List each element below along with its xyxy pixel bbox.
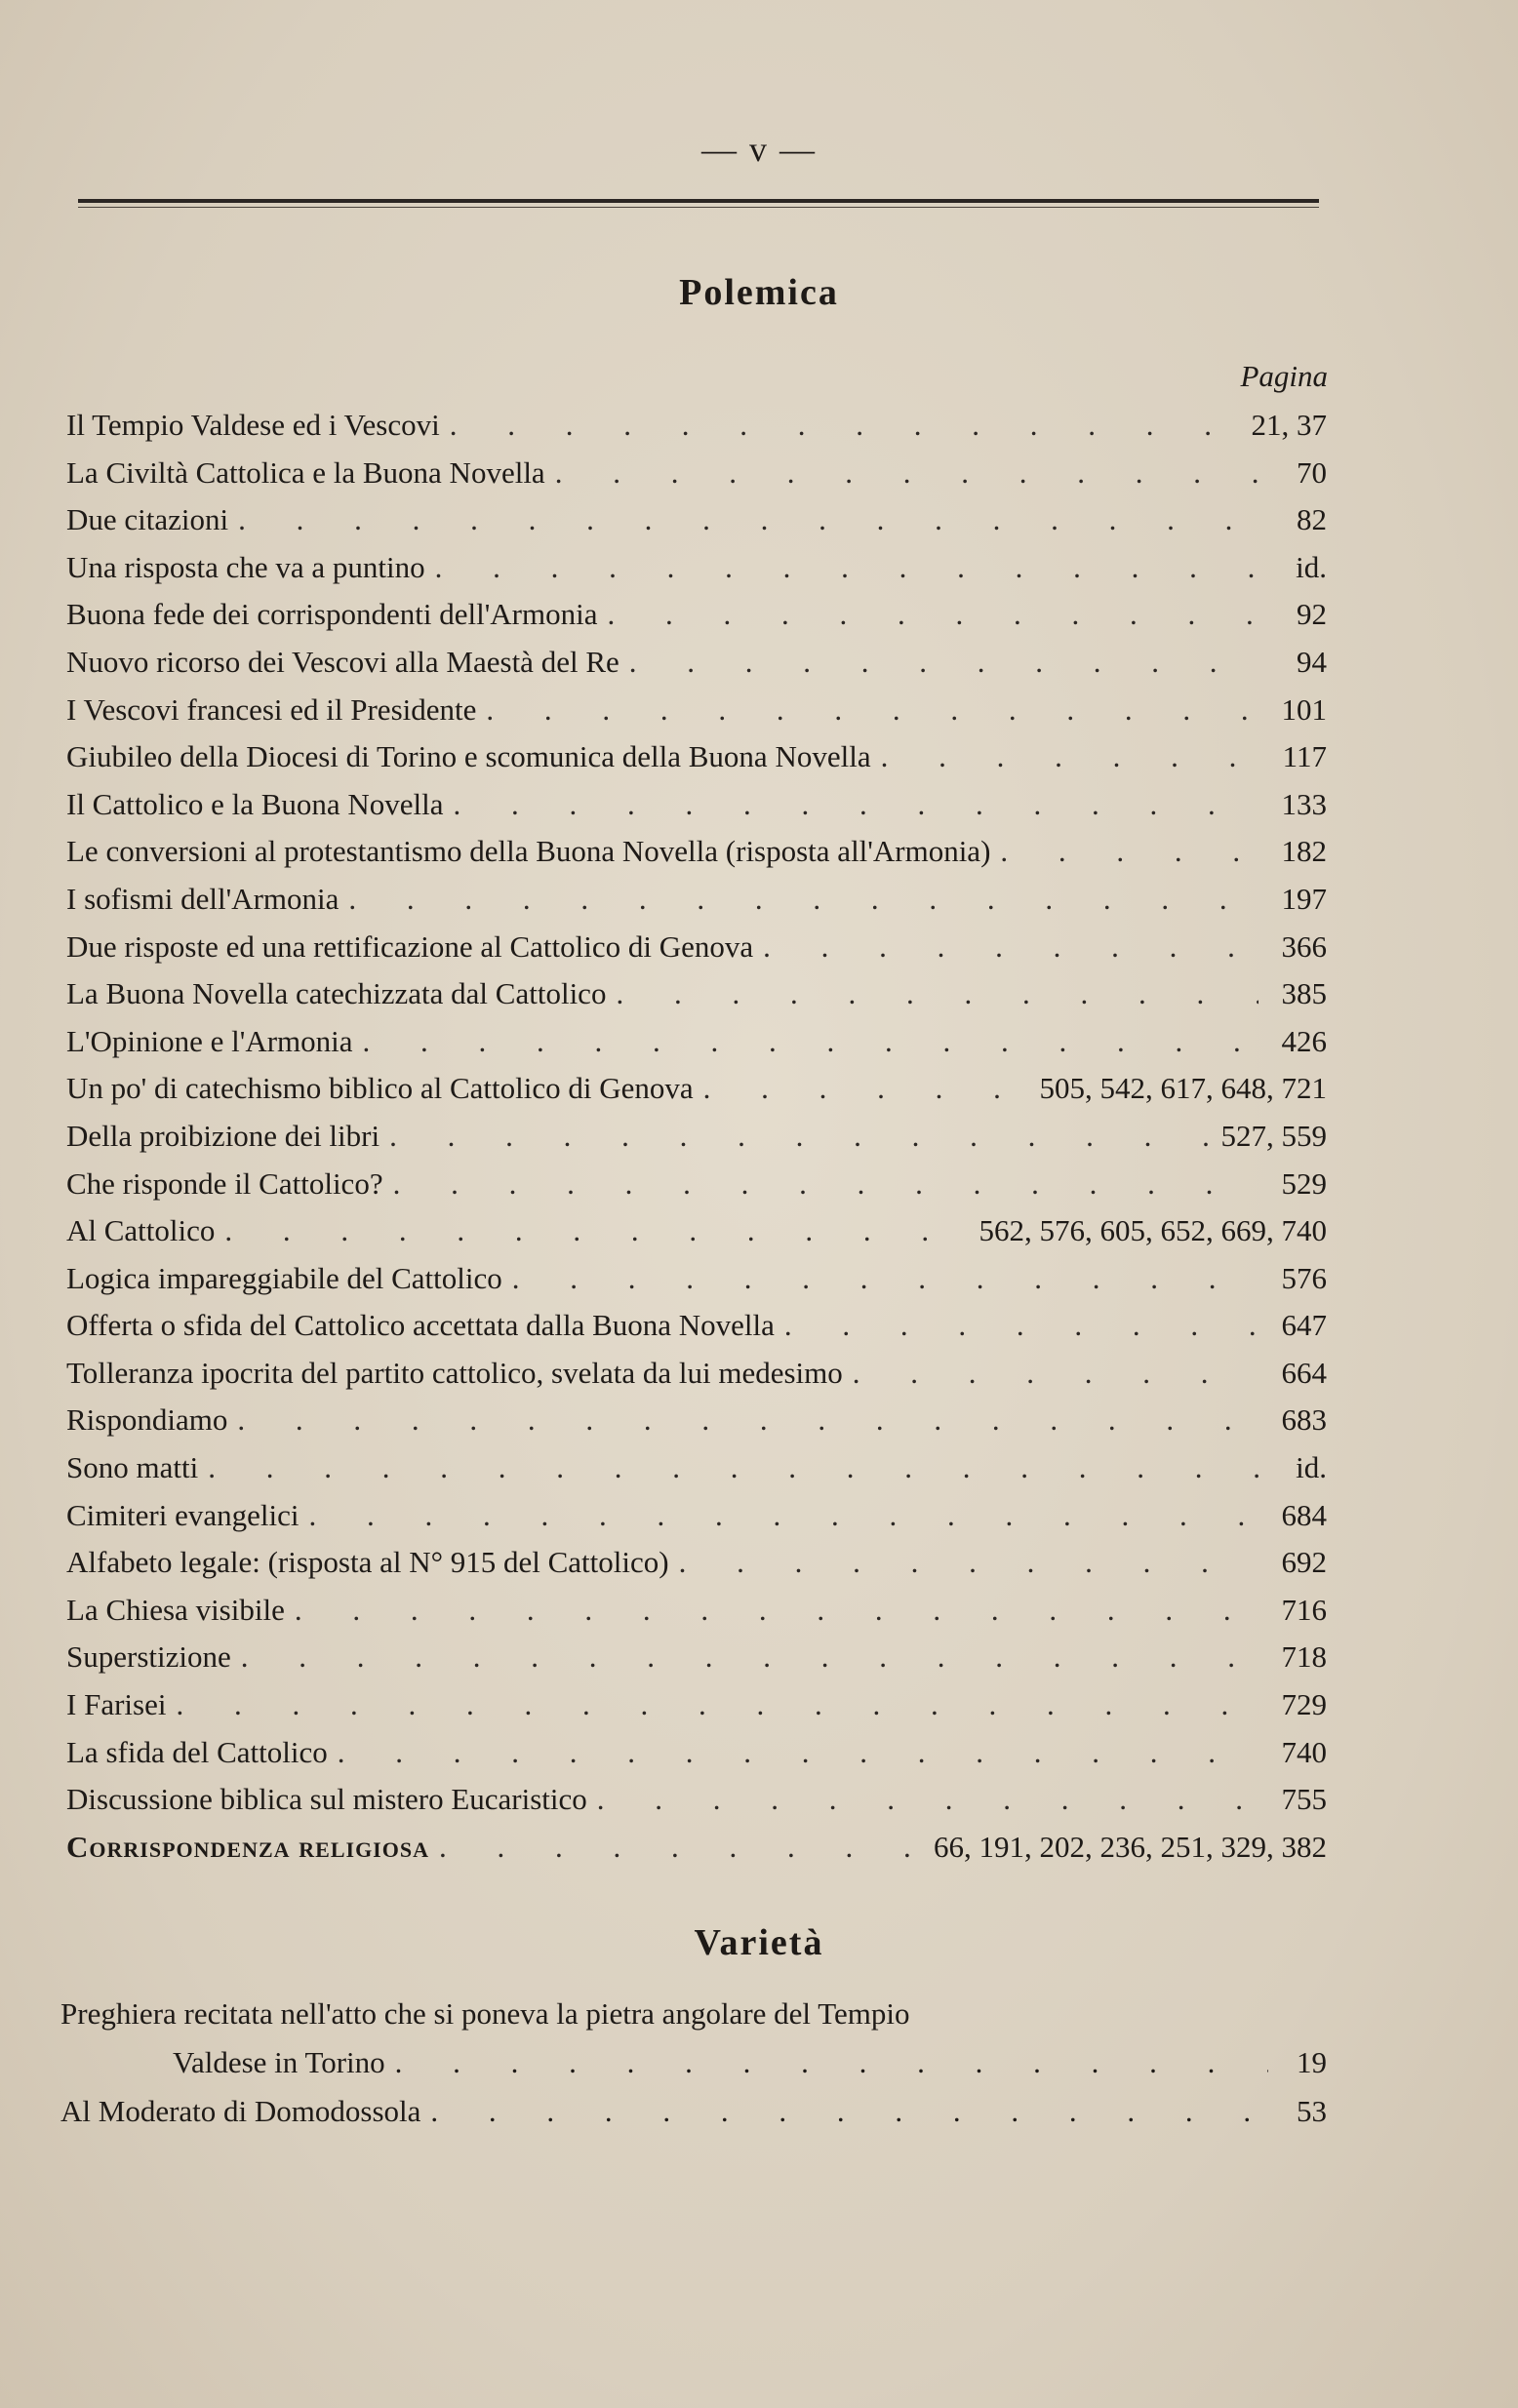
dot-leader [176,1681,1258,1729]
entry-title: Buona fede dei corrispondenti dell'Armonia [66,597,598,632]
entry-pages: 21, 37 [1251,408,1327,442]
entry-title: Un po' di catechismo biblico al Cattolico di Genova [66,1071,694,1106]
dot-leader [784,1302,1258,1350]
entry-pages: 647 [1281,1308,1327,1343]
dot-leader [389,1113,1211,1161]
toc-entry [66,687,1327,734]
dot-leader [853,1350,1258,1398]
toc-entry [66,1681,1327,1729]
entry-title: Alfabeto legale: (risposta al N° 915 del Cattolico) [66,1545,669,1580]
toc-entry [66,924,1327,971]
entry-pages: 529 [1281,1165,1327,1201]
entry-pages: 92 [1297,597,1327,632]
entry-title: Rispondiamo [66,1402,228,1438]
toc-entry [66,1350,1327,1398]
entry-title: La Chiesa visibile [66,1592,285,1627]
dot-leader [512,1255,1258,1303]
entry-pages: 94 [1297,644,1327,679]
dot-leader [237,1397,1258,1444]
entry-title: Valdese in Torino [173,2045,385,2079]
dot-leader [393,1161,1258,1208]
toc-entry [60,1990,1327,2038]
entry-pages: 684 [1281,1497,1327,1532]
dot-leader [454,781,1258,829]
entry-pages: 117 [1282,739,1327,774]
entry-title: Sono matti [66,1450,199,1485]
entry-pages: 70 [1297,454,1327,490]
toc-entry [66,1302,1327,1350]
toc-entry [66,1587,1327,1635]
dot-leader [395,2038,1268,2087]
dot-leader [881,733,1258,781]
toc-entry [60,2038,1327,2087]
entry-title: Della proibizione dei libri [66,1118,380,1153]
entry-title: Logica impareggiabile del Cattolico [66,1260,502,1295]
dot-leader [679,1539,1258,1587]
dot-leader [224,1207,969,1255]
toc-entry [66,1065,1327,1113]
entry-pages: 740 [1281,1734,1327,1769]
entry-title: Giubileo della Diocesi di Torino e scomunica della Buona Novella [66,739,871,774]
entry-title: La sfida del Cattolico [66,1734,328,1769]
entry-pages: 692 [1281,1545,1327,1580]
toc-entry [66,1539,1327,1587]
toc-entry [66,970,1327,1018]
dot-leader [295,1587,1258,1635]
dot-leader [363,1018,1258,1066]
entry-pages: 729 [1281,1687,1327,1722]
entry-pages: 683 [1281,1402,1327,1438]
entry-pages: 716 [1281,1592,1327,1627]
toc-entry [66,1397,1327,1444]
entry-title: La Civiltà Cattolica e la Buona Novella [66,454,545,490]
entry-pages: 197 [1281,881,1327,916]
entry-title: Nuovo ricorso dei Vescovi alla Maestà del Re [66,644,619,679]
entry-pages: 182 [1281,834,1327,869]
entry-title: La Buona Novella catechizzata dal Cattolico [66,976,607,1011]
entry-pages: 576 [1281,1260,1327,1295]
dot-leader [763,924,1258,971]
entry-pages: 562, 576, 605, 652, 669, 740 [979,1213,1327,1248]
toc-entry [66,1255,1327,1303]
entry-pages: 664 [1281,1355,1327,1390]
entry-pages: 19 [1297,2045,1327,2079]
toc-entry [66,591,1327,639]
entry-title: Due risposte ed una rettificazione al Cattolico di Genova [66,928,754,964]
entry-pages: 426 [1281,1023,1327,1058]
entry-title: Al Cattolico [66,1213,216,1248]
toc-entry [66,876,1327,924]
dot-leader [607,591,1258,639]
entry-title: I Farisei [66,1687,167,1722]
dot-leader [486,687,1258,734]
toc-entry [66,1161,1327,1208]
dot-leader [435,544,1258,592]
entry-title: Superstizione [66,1639,231,1675]
entry-pages: 101 [1281,691,1327,727]
dot-leader [241,1634,1258,1681]
header-rule-thin [78,207,1319,208]
dot-leader [430,2087,1268,2136]
toc-entry [60,2087,1327,2136]
entry-pages: 66, 191, 202, 236, 251, 329, 382 [934,1829,1327,1864]
toc-entry [66,639,1327,687]
toc-entry [66,781,1327,829]
dot-leader [439,1824,924,1872]
entry-pages: 505, 542, 617, 648, 721 [1039,1071,1327,1106]
toc-entry [66,733,1327,781]
toc-entry [66,1634,1327,1681]
dot-leader [338,1729,1258,1777]
entry-title: Due citazioni [66,502,229,537]
dot-leader [555,450,1258,497]
entry-pages: 385 [1281,976,1327,1011]
dot-leader [629,639,1258,687]
dot-leader [238,496,1258,544]
entry-title: Preghiera recitata nell'atto che si poneva la pietra angolare del Tempio [60,1996,910,2031]
entry-title: Che risponde il Cattolico? [66,1165,383,1201]
entry-title: Corrispondenza religiosa [66,1829,429,1864]
entry-pages: id. [1296,549,1327,584]
toc-entry [66,1492,1327,1540]
toc-entry-corrispondenza [66,1824,1327,1872]
toc-entry [66,1444,1327,1492]
entry-title: Discussione biblica sul mistero Eucaristico [66,1782,587,1817]
header-rule [78,199,1319,203]
entry-title: Cimiteri evangelici [66,1497,300,1532]
column-header-pagina: Pagina [1240,359,1328,393]
dot-leader [616,970,1258,1018]
entry-pages: 527, 559 [1220,1118,1327,1153]
entry-title: Il Cattolico e la Buona Novella [66,786,444,821]
toc-polemica [66,402,1327,1871]
toc-entry [66,402,1327,450]
toc-entry [66,496,1327,544]
entry-title: Al Moderato di Domodossola [60,2094,421,2128]
dot-leader [1000,828,1258,876]
toc-entry [66,1207,1327,1255]
entry-title: Una risposta che va a puntino [66,549,425,584]
entry-pages: 718 [1281,1639,1327,1675]
toc-entry [66,1018,1327,1066]
entry-pages: id. [1296,1450,1327,1485]
dot-leader [703,1065,1030,1113]
page-number: — v — [701,130,817,169]
dot-leader [208,1444,1258,1492]
entry-title: Tolleranza ipocrita del partito cattolico, svelata da lui medesimo [66,1355,843,1390]
dot-leader [597,1776,1258,1824]
toc-entry [66,450,1327,497]
entry-pages: 133 [1281,786,1327,821]
toc-entry [66,828,1327,876]
toc-entry [66,1776,1327,1824]
entry-title: L'Opinione e l'Armonia [66,1023,353,1058]
section-title-polemica: Polemica [679,272,839,313]
entry-pages: 755 [1281,1782,1327,1817]
entry-pages: 82 [1297,502,1327,537]
toc-entry [66,1729,1327,1777]
dot-leader [450,402,1242,450]
entry-title: I sofismi dell'Armonia [66,881,340,916]
toc-entry [66,1113,1327,1161]
entry-pages: 366 [1281,928,1327,964]
dot-leader [308,1492,1258,1540]
entry-pages: 53 [1297,2094,1327,2128]
entry-title: Offerta o sfida del Cattolico accettata dalla Buona Novella [66,1308,775,1343]
toc-varieta [60,1990,1327,2136]
entry-title: Le conversioni al protestantismo della Buona Novella (risposta all'Armonia) [66,834,991,869]
section-title-varieta: Varietà [694,1922,824,1963]
entry-title: I Vescovi francesi ed il Presidente [66,691,477,727]
entry-title: Il Tempio Valdese ed i Vescovi [66,408,440,442]
toc-entry [66,544,1327,592]
dot-leader [348,876,1258,924]
